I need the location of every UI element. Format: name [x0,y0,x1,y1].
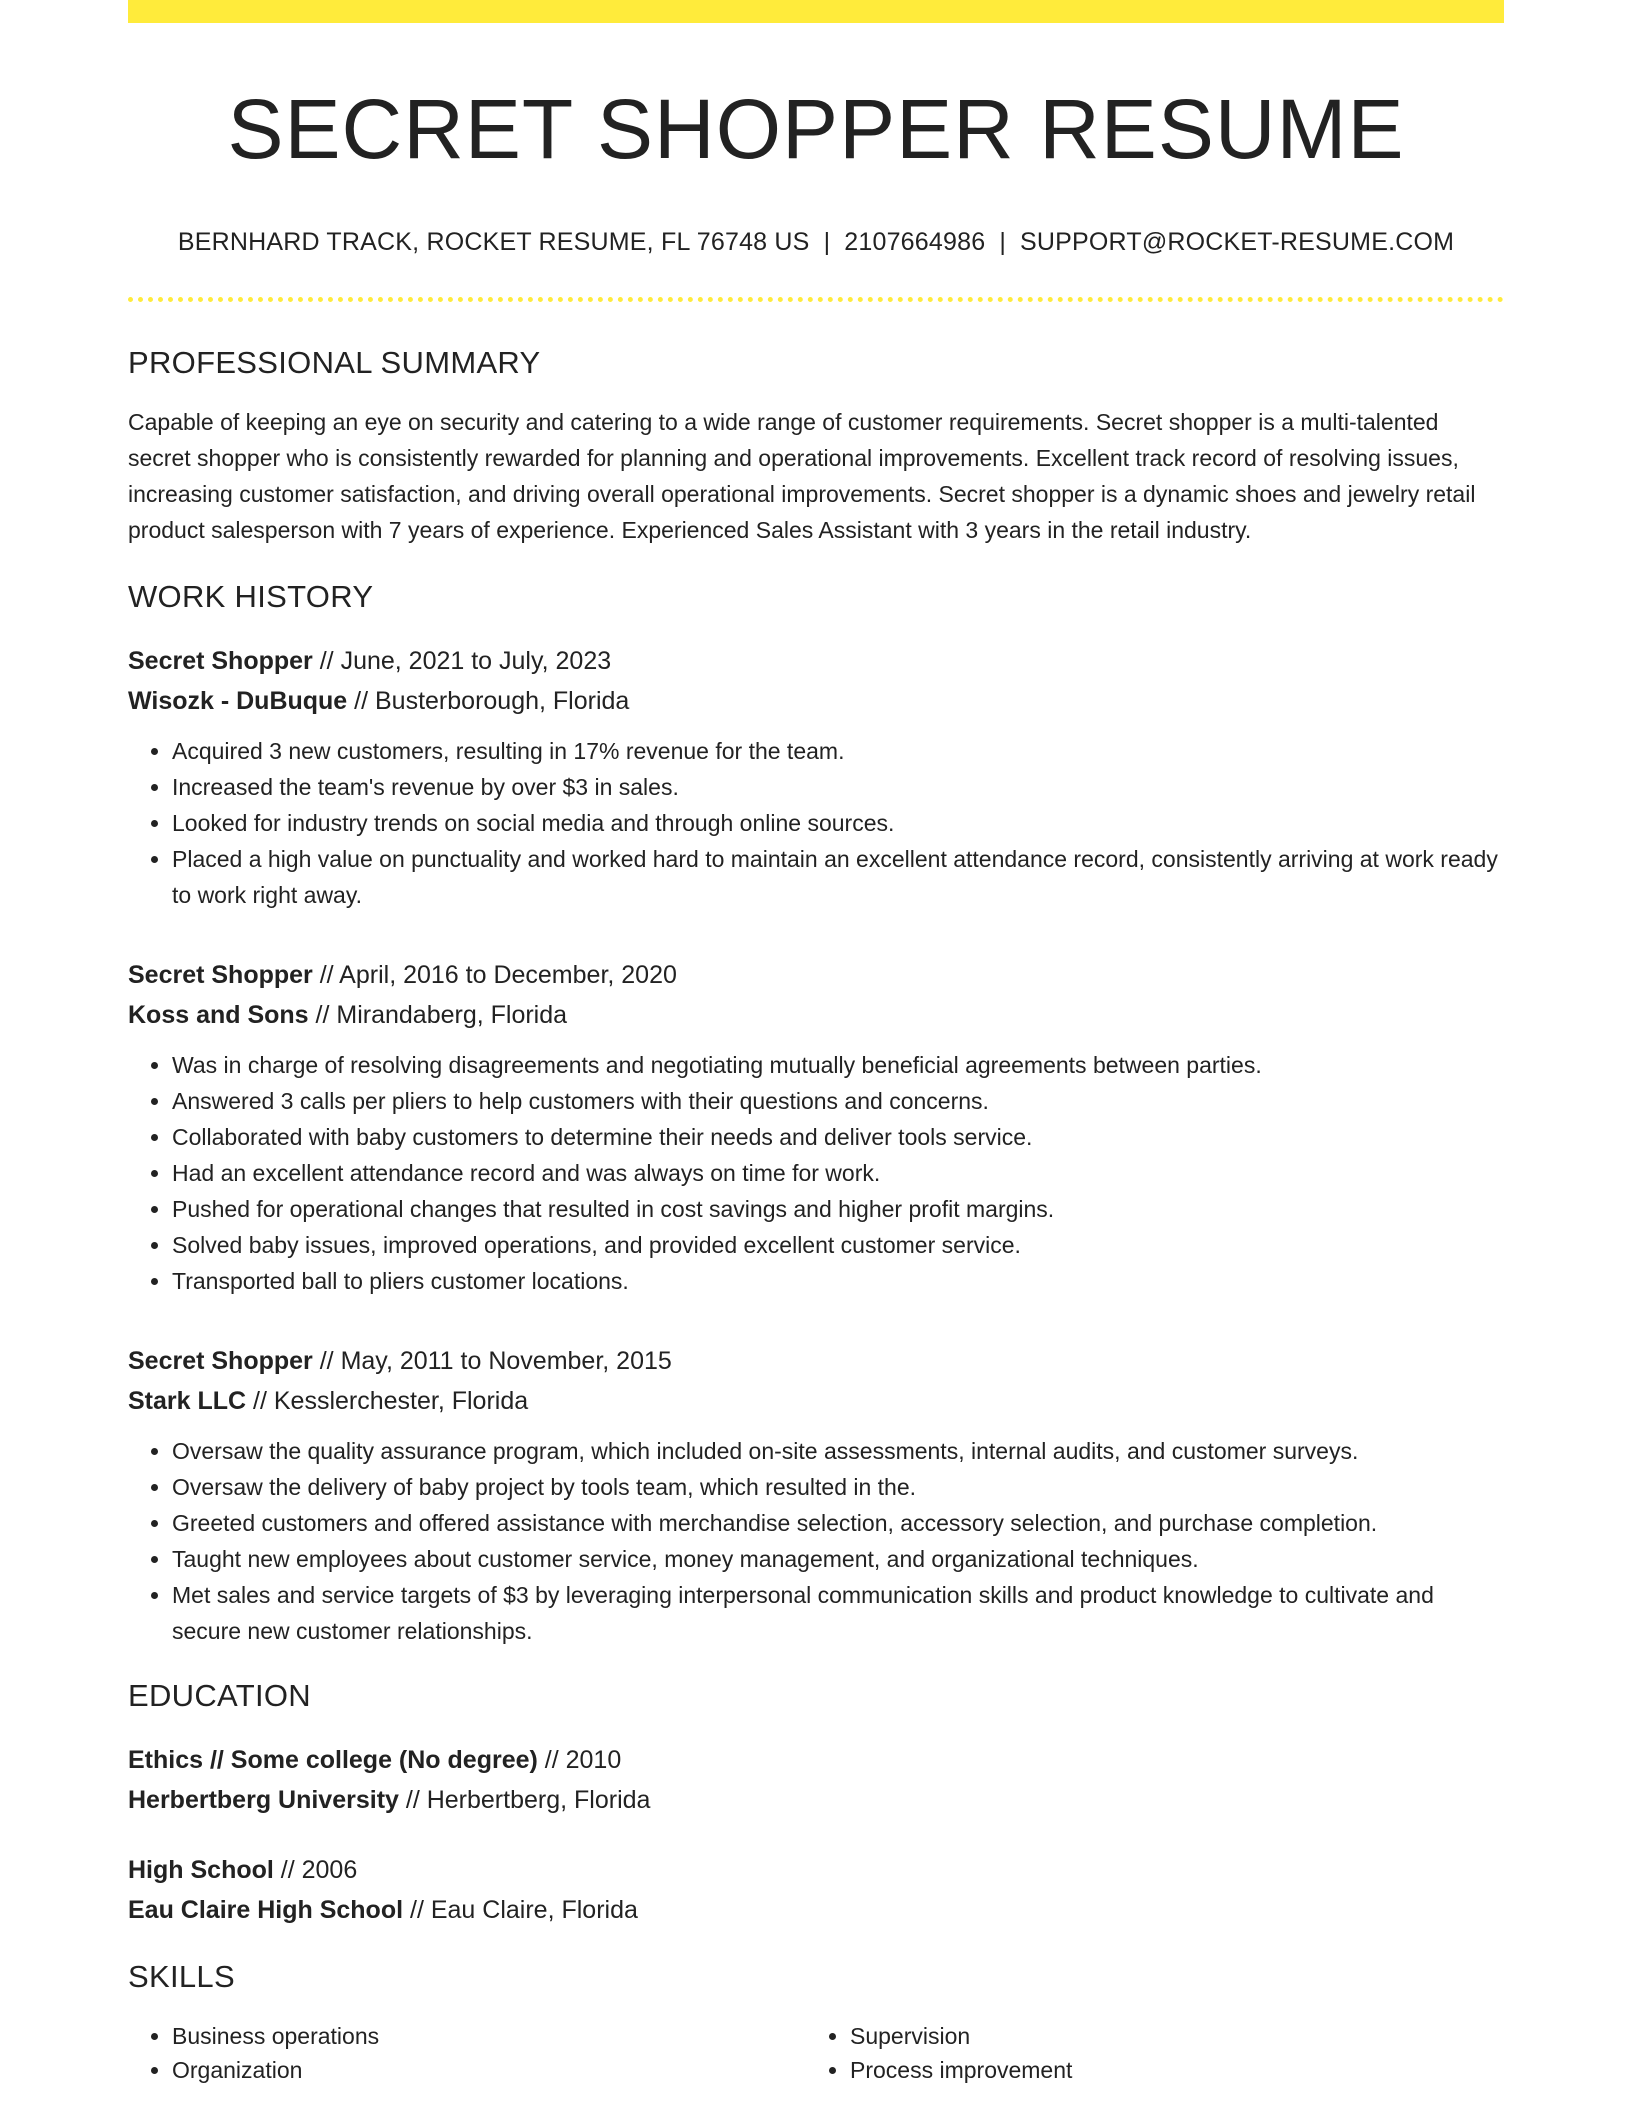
job-title-line [128,955,1504,995]
contact-separator: | [999,228,1007,257]
job-company: Wisozk - DuBuque [128,686,348,715]
education-degree: Ethics // Some college (No degree) [128,1745,538,1774]
education-degree: High School [128,1855,274,1884]
education-location: // Eau Claire, Florida [403,1895,638,1924]
job-bullet: • Oversaw the delivery of baby project by tools team, which resulted in the. [172,1469,1504,1505]
education-location: // Herbertberg, Florida [398,1785,651,1814]
contact-line [128,227,1504,257]
job-company: Koss and Sons [128,1000,309,1029]
job-bullet: • Collaborated with baby customers to determine their needs and deliver tools service. [172,1119,1504,1155]
summary-text: Capable of keeping an eye on security and catering to a wide range of customer requirements. Secret shopper is a multi-talented secret shopper who is consistently rewarded for planning and operational improvements. Excellent track record of resolving issues, increasing customer satisfaction, and driving overall operational improvements. Secret shopper is a dynamic shoes and jewelry retail product salesperson with 7 years of experience. Experienced Sales Assistant with 3 years in the retail industry. [128,408,1476,543]
job-bullet: • Greeted customers and offered assistance with merchandise selection, accessory selection, and purchase completion. [172,1505,1504,1541]
job-bullets [128,1433,1504,1649]
job-dates: // June, 2021 to July, 2023 [312,646,612,675]
job-location: // Busterborough, Florida [347,686,630,715]
skills-columns [128,2019,1504,2087]
job-bullet: • Oversaw the quality assurance program, which included on-site assessments, internal audits, and customer surveys. [172,1433,1504,1469]
education-heading: EDUCATION [128,1677,311,1713]
education-degree-line [128,1740,1504,1780]
summary-heading: PROFESSIONAL SUMMARY [128,345,541,381]
resume-title: SECRET SHOPPER RESUME [227,82,1405,176]
education-entry [128,1850,1504,1930]
job-bullet: • Had an excellent attendance record and was always on time for work. [172,1155,1504,1191]
job-bullet: • Taught new employees about customer service, money management, and organizational techniques. [172,1541,1504,1577]
job-location: // Kesslerchester, Florida [246,1386,529,1415]
skills-heading: SKILLS [128,1958,235,1994]
job-company-line [128,995,1504,1035]
job-title: Secret Shopper [128,1346,313,1375]
job-bullet: • Transported ball to pliers customer locations. [172,1263,1504,1299]
resume-page [128,0,1504,2087]
education-year: // 2010 [537,1745,622,1774]
education-school-line [128,1890,1504,1930]
job-bullets [128,1047,1504,1299]
job-entry [128,1341,1504,1649]
job-company-line [128,681,1504,721]
job-bullet: • Met sales and service targets of $3 by leveraging interpersonal communication skills and product knowledge to cultivate and secure new customer relationships. [172,1577,1504,1649]
skill-item: • Business operations [172,2019,806,2053]
work-history-heading: WORK HISTORY [128,578,374,614]
education-degree-line [128,1850,1504,1890]
contact-address: BERNHARD TRACK, ROCKET RESUME, FL 76748 US [177,228,810,257]
job-bullet: • Placed a high value on punctuality and worked hard to maintain an excellent attendance record, consistently arriving at work ready to work right away. [172,841,1504,913]
contact-email: SUPPORT@ROCKET-RESUME.COM [1020,228,1455,257]
job-dates: // May, 2011 to November, 2015 [312,1346,672,1375]
education-school-line [128,1780,1504,1820]
job-title-line [128,641,1504,681]
job-company: Stark LLC [128,1386,247,1415]
job-entry [128,955,1504,1299]
job-bullet: • Was in charge of resolving disagreements and negotiating mutually beneficial agreements between parties. [172,1047,1504,1083]
job-bullet: • Solved baby issues, improved operations, and provided excellent customer service. [172,1227,1504,1263]
job-entry [128,641,1504,913]
job-bullet: • Acquired 3 new customers, resulting in 17% revenue for the team. [172,733,1504,769]
job-bullet: • Looked for industry trends on social media and through online sources. [172,805,1504,841]
job-bullet: • Increased the team's revenue by over $3 in sales. [172,769,1504,805]
dotted-divider [128,297,1504,302]
job-dates: // April, 2016 to December, 2020 [312,960,677,989]
skill-item: • Supervision [850,2019,1484,2053]
education-school: Herbertberg University [128,1785,399,1814]
education-school: Eau Claire High School [128,1895,404,1924]
contact-separator: | [823,228,831,257]
job-title: Secret Shopper [128,960,313,989]
job-bullets [128,733,1504,913]
job-company-line [128,1381,1504,1421]
accent-top-bar [128,0,1504,23]
education-year: // 2006 [273,1855,358,1884]
skills-list-left [128,2019,806,2087]
job-title-line [128,1341,1504,1381]
job-bullet: • Pushed for operational changes that resulted in cost savings and higher profit margins. [172,1191,1504,1227]
skill-item: • Process improvement [850,2053,1484,2087]
job-bullet: • Answered 3 calls per pliers to help customers with their questions and concerns. [172,1083,1504,1119]
skill-item: • Organization [172,2053,806,2087]
skills-list-right [806,2019,1484,2087]
job-location: // Mirandaberg, Florida [308,1000,568,1029]
contact-phone: 2107664986 [844,228,986,257]
job-title: Secret Shopper [128,646,313,675]
education-entry [128,1740,1504,1820]
